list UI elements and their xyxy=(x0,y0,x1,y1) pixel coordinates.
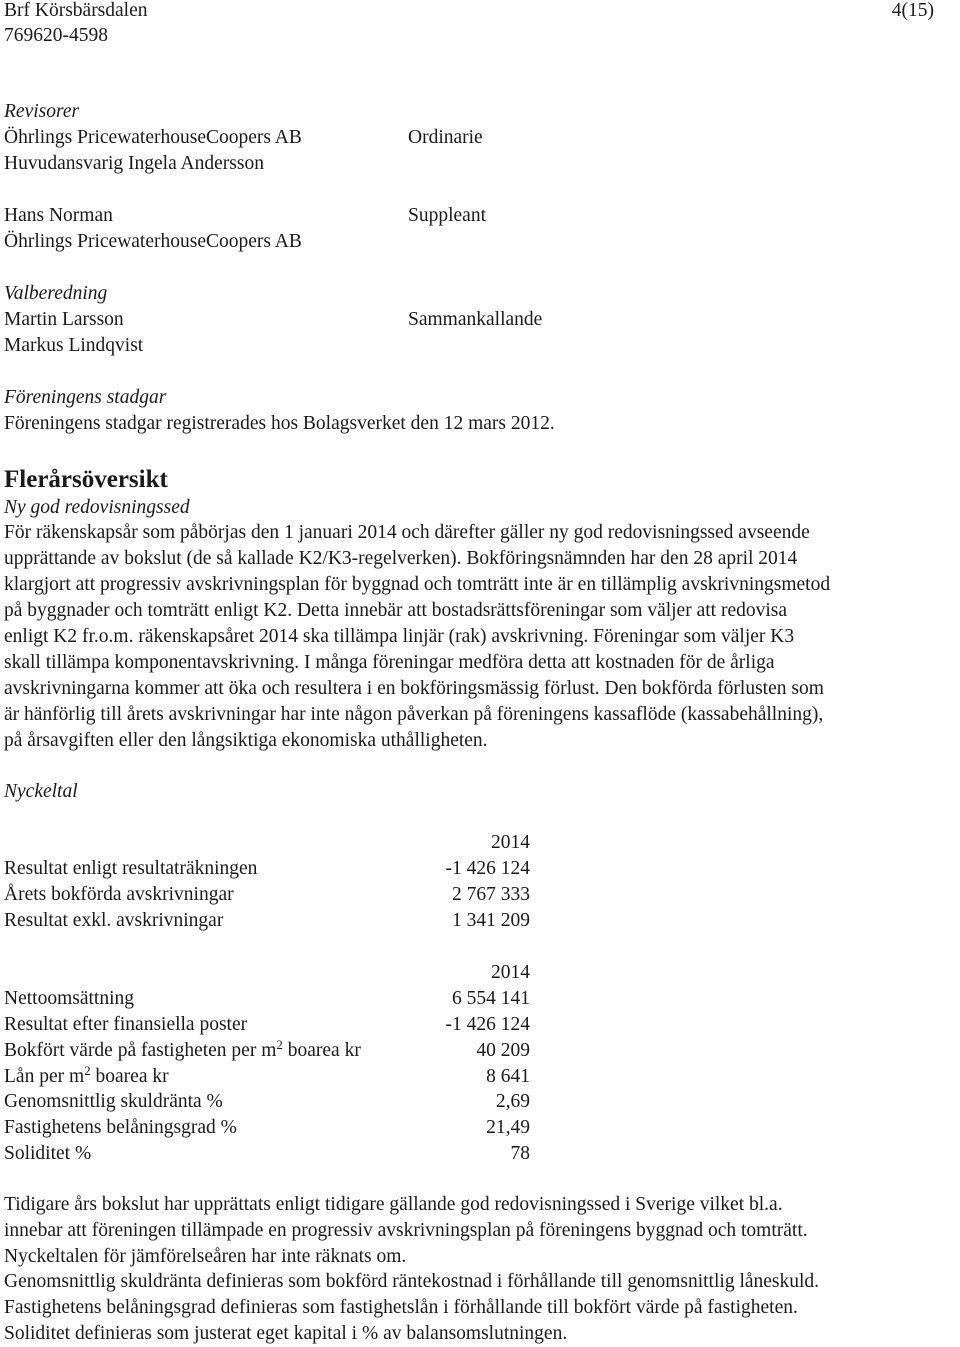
row-value: 6 554 141 xyxy=(452,987,530,1009)
footnote-line: Soliditet definieras som justerat eget kapital i % av balansomslutningen. xyxy=(4,1322,568,1344)
stadgar-heading: Föreningens stadgar xyxy=(4,387,167,408)
footnote-line: Nyckeltalen för jämförelseåren har inte räknats om. xyxy=(4,1245,407,1267)
table-header-row xyxy=(4,960,530,986)
revisor-line: Öhrlings PricewaterhouseCoopers AB xyxy=(4,127,302,148)
paragraph-line: enligt K2 fr.o.m. räkenskapsåret 2014 ska tillämpa linjär (rak) avskrivning. Föreningar som väljer K3 xyxy=(4,626,795,647)
row-value: 78 xyxy=(510,1143,530,1165)
paragraph-line: på årsavgiften eller den långsiktiga ekonomiska uthålligheten. xyxy=(4,730,488,751)
valberedning-role: Sammankallande xyxy=(408,309,543,330)
row-label: Resultat efter finansiella poster xyxy=(4,1013,248,1035)
footnote-line: innebar att föreningen tillämpade en progressiv avskrivningsplan på föreningens byggnad och tomträtt. xyxy=(4,1219,808,1241)
table-row xyxy=(4,1141,530,1167)
row-label: Genomsnittlig skuldränta % xyxy=(4,1091,223,1113)
revisor-line: Hans Norman xyxy=(4,205,113,226)
revisor-line: Huvudansvarig Ingela Andersson xyxy=(4,153,264,174)
row-label: Resultat enligt resultaträkningen xyxy=(4,857,258,879)
year-header: 2014 xyxy=(491,962,530,983)
paragraph-line: skall tillämpa komponentavskrivning. I många föreningar medföra detta att kostnaden för de årliga xyxy=(4,652,775,673)
row-value: 21,49 xyxy=(486,1117,530,1139)
table-row xyxy=(4,1012,530,1038)
org-name: Brf Körsbärsdalen xyxy=(4,0,148,21)
row-value: 40 209 xyxy=(476,1039,530,1061)
revisor-role: Suppleant xyxy=(408,205,486,226)
revisor-role: Ordinarie xyxy=(408,127,483,148)
paragraph-line: på byggnader och tomträtt enligt K2. Detta innebär att bostadsrättsföreningar som väljer att redovisa xyxy=(4,600,788,621)
paragraph-line: klargjort att progressiv avskrivningsplan för byggnad och tomträtt inte är en tillämplig avskrivningsmetod xyxy=(4,574,831,595)
footnote-line: Genomsnittlig skuldränta definieras som bokförd räntekostnad i förhållande till genomsnittlig låneskuld. xyxy=(4,1271,820,1293)
page-header xyxy=(4,0,934,50)
stadgar-text: Föreningens stadgar registrerades hos Bolagsverket den 12 mars 2012. xyxy=(4,413,555,434)
row-label: Bokfört värde på fastigheten per $m^2$ boarea kr xyxy=(4,1036,361,1061)
row-label: Lån per $m^2$ boarea kr xyxy=(4,1062,169,1087)
table-row xyxy=(4,986,530,1012)
valberedning-heading: Valberedning xyxy=(4,283,108,304)
row-value: 2,69 xyxy=(495,1091,530,1113)
row-label: Nettoomsättning xyxy=(4,987,134,1009)
footnote-line: Tidigare års bokslut har upprättats enligt tidigare gällande god redovisningssed i Sverige vilket bl.a. xyxy=(4,1194,783,1215)
year-header: 2014 xyxy=(491,832,530,853)
valberedning-member: Markus Lindqvist xyxy=(4,335,144,356)
table-row xyxy=(4,1038,530,1064)
table-header-row xyxy=(4,830,530,856)
row-value: -1 426 124 xyxy=(445,1013,530,1035)
footnote-line: Fastighetens belåningsgrad definieras som fastighetslån i förhållande till bokfört värde på fastigheten. xyxy=(4,1297,798,1319)
table-row xyxy=(4,908,530,934)
row-label: Årets bokförda avskrivningar xyxy=(4,883,234,905)
paragraph-line: upprättande av bokslut (de så kallade K2/K3-regelverken). Bokföringsnämnden har den 28 april 2014 xyxy=(4,548,798,569)
nyckeltal-heading: Nyckeltal xyxy=(4,781,78,802)
valberedning-member: Martin Larsson xyxy=(4,309,124,330)
revisor-line: Öhrlings PricewaterhouseCoopers AB xyxy=(4,231,302,252)
table-row xyxy=(4,882,530,908)
paragraph-line: För räkenskapsår som påbörjas den 1 januari 2014 och därefter gäller ny god redovisningssed avseende xyxy=(4,522,810,543)
paragraph-line: är hänförlig till årets avskrivningar har inte någon påverkan på föreningens kassaflöde (kassabehållning), xyxy=(4,704,824,725)
row-value: 2 767 333 xyxy=(452,883,530,905)
body-paragraph xyxy=(4,520,934,754)
paragraph-line: avskrivningarna kommer att öka och resultera i en bokföringsmässig förlust. Den bokförda förlusten som xyxy=(4,678,824,699)
footnotes xyxy=(4,1192,934,1347)
row-label: Fastighetens belåningsgrad % xyxy=(4,1117,237,1139)
row-value: 1 341 209 xyxy=(452,909,530,931)
revisorer-heading: Revisorer xyxy=(4,101,80,122)
nyckeltal-table-2 xyxy=(4,960,530,1167)
table-row xyxy=(4,856,530,882)
row-label: Resultat exkl. avskrivningar xyxy=(4,909,224,931)
subheading: Ny god redovisningssed xyxy=(4,497,190,518)
row-value: -1 426 124 xyxy=(445,857,530,879)
row-value: 8 641 xyxy=(486,1065,530,1087)
table-row xyxy=(4,1064,530,1090)
row-label: Soliditet % xyxy=(4,1143,92,1165)
section-title: Flerårsöversikt xyxy=(4,466,168,493)
nyckeltal-table-1 xyxy=(4,830,530,934)
org-number: 769620-4598 xyxy=(4,25,108,46)
page-number: 4(15) xyxy=(891,0,934,21)
table-row xyxy=(4,1089,530,1115)
table-row xyxy=(4,1115,530,1141)
